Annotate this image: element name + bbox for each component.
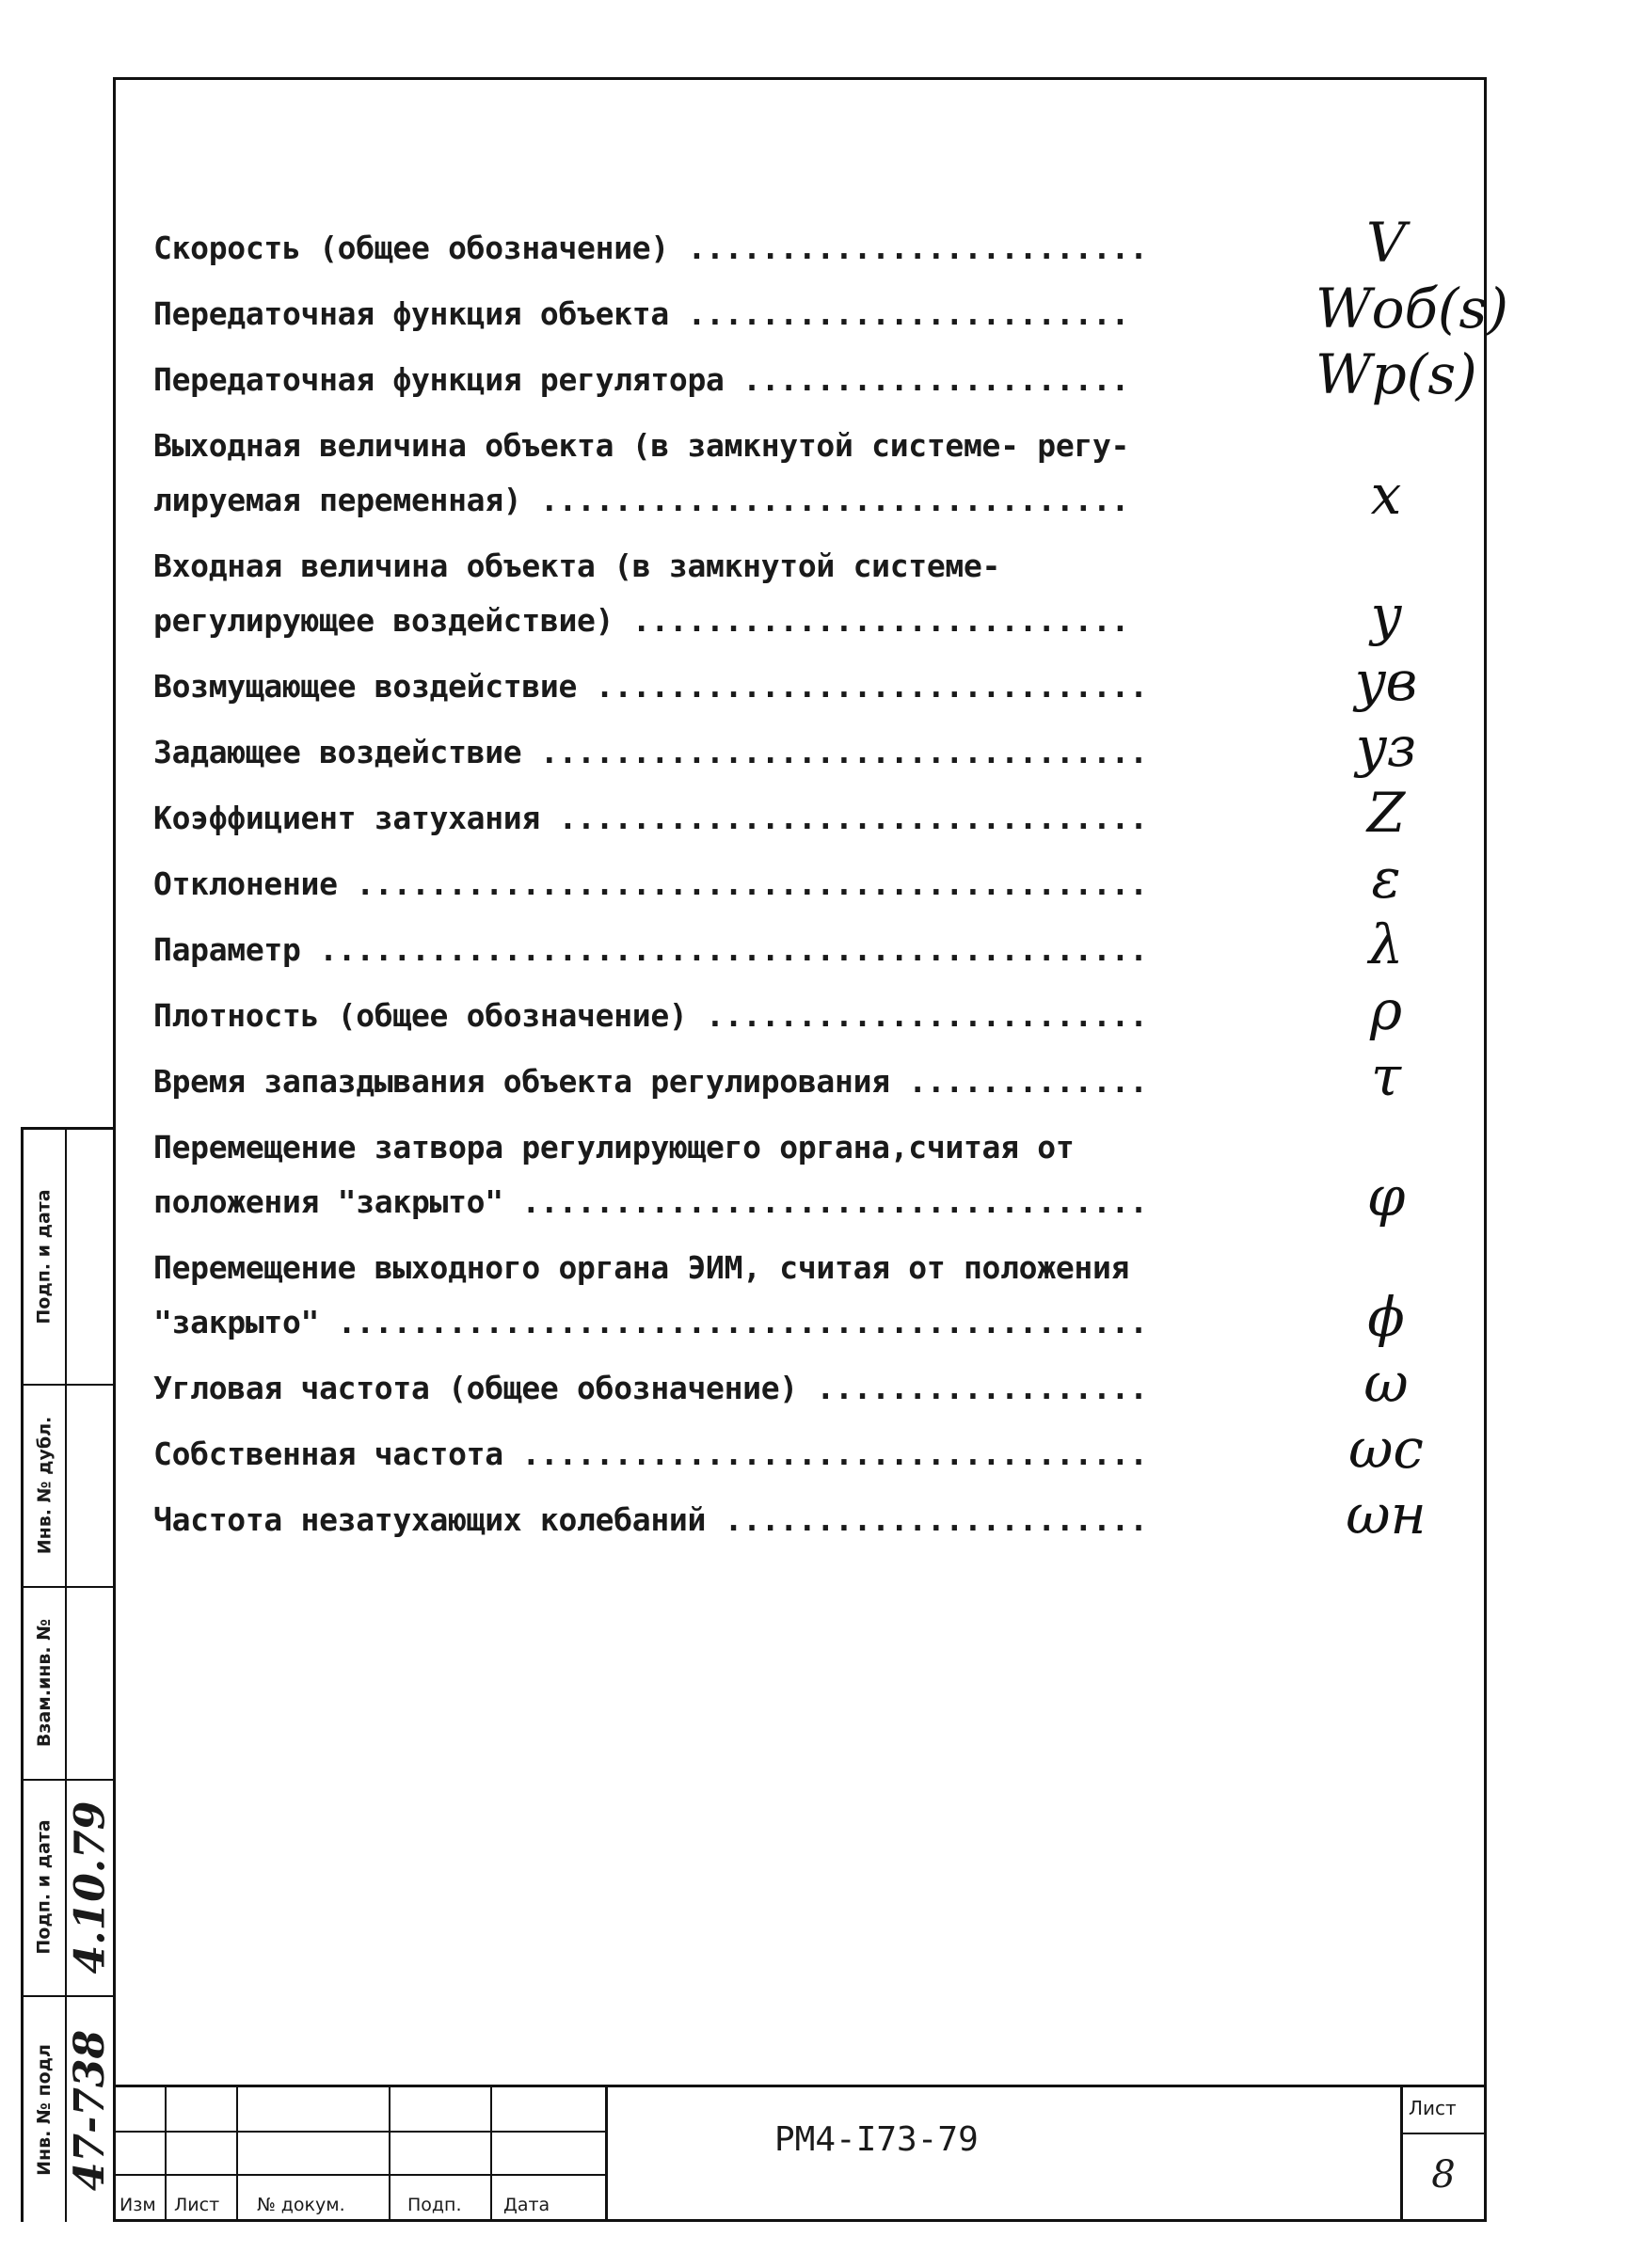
entry-symbol: τ <box>1370 1044 1402 1108</box>
title-block <box>116 2085 1484 2219</box>
notation-entry-regulator-transfer <box>153 342 1477 407</box>
entry-symbol: Wр(s) <box>1315 342 1477 406</box>
header-list: Лист <box>174 2195 220 2215</box>
notation-entry-parameter <box>153 912 1471 977</box>
notation-entry-delay <box>153 1044 1471 1109</box>
entry-symbol: λ <box>1368 912 1404 976</box>
entry-text: Отклонение ........................................... <box>153 865 1148 902</box>
entry-text: Частота незатухающих колебаний ....................... <box>153 1501 1148 1538</box>
revision-headers <box>116 2180 605 2215</box>
entry-text: Возмущающее воздействие .............................. <box>153 668 1148 705</box>
entry-symbol: y <box>1370 583 1402 647</box>
notation-entry-undamped-frequency <box>153 1483 1471 1547</box>
entry-symbol: yв <box>1354 649 1418 713</box>
notation-entry-input <box>153 539 1471 648</box>
notation-entry-angular-frequency <box>153 1351 1471 1416</box>
entry-symbol: ε <box>1371 847 1401 911</box>
entry-text: Время запаздывания объекта регулирования ............. <box>153 1063 1148 1100</box>
entry-text: Коэффициент затухания ................................ <box>153 800 1148 836</box>
notation-entry-output <box>153 419 1471 528</box>
entry-text: Плотность (общее обозначение) ........................ <box>153 997 1148 1034</box>
sheet-box <box>1400 2087 1484 2219</box>
notation-list <box>153 211 1508 1559</box>
strip-label-replace-inv: Взам.инв. № <box>34 1618 55 1747</box>
notation-entry-actuator-travel <box>153 1241 1471 1350</box>
notation-entry-valve-travel <box>153 1120 1471 1229</box>
strip-label-dup-inv: Инв. № дубл. <box>34 1416 55 1554</box>
entry-text: Передаточная функция объекта ........................ <box>153 295 1130 332</box>
notation-entry-velocity <box>153 211 1471 276</box>
entry-text: Параметр ............................................. <box>153 931 1148 968</box>
entry-text: Перемещение выходного органа ЭИМ, считая от положения "закрыто" ............................................ <box>153 1249 1148 1340</box>
entry-text: Выходная величина объекта (в замкнутой системе- регу- лируемая переменная) ................................ <box>153 427 1130 518</box>
notation-entry-object-transfer <box>153 277 1508 341</box>
entry-symbol: ϕ <box>1367 1285 1405 1349</box>
entry-symbol: ωн <box>1346 1483 1427 1546</box>
notation-entry-density <box>153 978 1471 1043</box>
entry-text: Скорость (общее обозначение) ......................... <box>153 230 1148 266</box>
entry-text: Задающее воздействие ................................. <box>153 734 1148 770</box>
header-doc: № докум. <box>257 2195 345 2215</box>
entry-symbol: Wоб(s) <box>1315 277 1508 341</box>
entry-symbol: x <box>1370 463 1402 527</box>
entry-text: Угловая частота (общее обозначение) .................. <box>153 1370 1148 1406</box>
handwritten-inv-number: 47-738 <box>66 2029 115 2191</box>
drawing-frame <box>113 77 1508 2222</box>
entry-text: Входная величина объекта (в замкнутой системе- регулирующее воздействие) ........................... <box>153 547 1130 639</box>
strip-label-orig-inv: Инв. № подл <box>34 2044 55 2176</box>
notation-entry-deviation <box>153 847 1471 912</box>
notation-entry-setpoint <box>153 715 1471 780</box>
entry-symbol: φ <box>1366 1165 1406 1229</box>
strip-label-sign-date-2: Подп. и дата <box>34 1819 55 1955</box>
header-date: Дата <box>503 2195 550 2215</box>
entry-text: Собственная частота .................................. <box>153 1435 1148 1472</box>
notation-entry-damping <box>153 781 1471 846</box>
sheet-number: 8 <box>1431 2153 1456 2197</box>
entry-symbol: yз <box>1355 715 1417 779</box>
entry-symbol: ωс <box>1348 1417 1424 1481</box>
notation-entry-natural-frequency <box>153 1417 1471 1482</box>
entry-symbol: Z <box>1366 781 1406 845</box>
entry-text: Передаточная функция регулятора ..................... <box>153 361 1130 398</box>
entry-text: Перемещение затвора регулирующего органа,считая от положения "закрыто" .................................. <box>153 1129 1148 1220</box>
strip-label-sign-date: Подп. и дата <box>34 1189 55 1324</box>
handwritten-date: 4.10.79 <box>66 1800 115 1974</box>
header-sign: Подп. <box>407 2195 462 2215</box>
registration-strip <box>21 1127 113 2222</box>
sheet-label: Лист <box>1409 2097 1457 2119</box>
header-izm: Изм <box>120 2195 156 2215</box>
entry-symbol: V <box>1366 211 1406 275</box>
entry-symbol: ρ <box>1369 978 1403 1042</box>
document-code: РМ4-I73-79 <box>774 2120 979 2159</box>
notation-entry-disturbance <box>153 649 1471 714</box>
entry-symbol: ω <box>1363 1351 1409 1415</box>
